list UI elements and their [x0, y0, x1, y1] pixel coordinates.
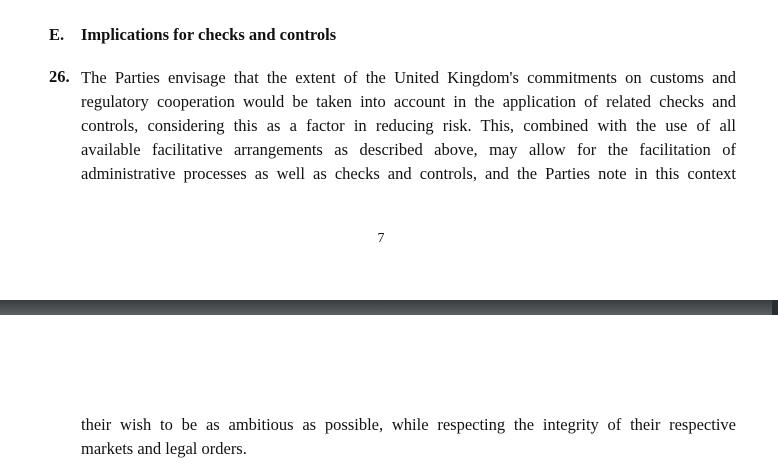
paragraph-26-text [81, 66, 736, 186]
divider-edge [772, 300, 778, 315]
section-title: Implications for checks and controls [81, 25, 337, 44]
continuation-text [81, 413, 736, 461]
continuation-line: markets and legal orders. [81, 439, 247, 458]
paragraph-line: controls, considering this as a factor in reducing risk. This, combined with the use of all [81, 116, 736, 135]
section-heading [49, 25, 336, 45]
page-number: 7 [377, 231, 385, 246]
paragraph-line: available facilitative arrangements as described above, may allow for the facilitation of [81, 140, 736, 159]
paragraph-line: The Parties envisage that the extent of the United Kingdom's commitments on customs and [81, 68, 736, 87]
continuation-line: their wish to be as ambitious as possible, while respecting the integrity of their respective [81, 415, 736, 434]
paragraph-line: administrative processes as well as checks and controls, and the Parties note in this context [81, 164, 736, 183]
paragraph-number: 26. [49, 67, 70, 86]
page-break-divider [0, 300, 778, 315]
paragraph-line: regulatory cooperation would be taken into account in the application of related checks and [81, 92, 736, 111]
section-letter: E. [49, 25, 65, 44]
document-page-8 [0, 315, 778, 473]
